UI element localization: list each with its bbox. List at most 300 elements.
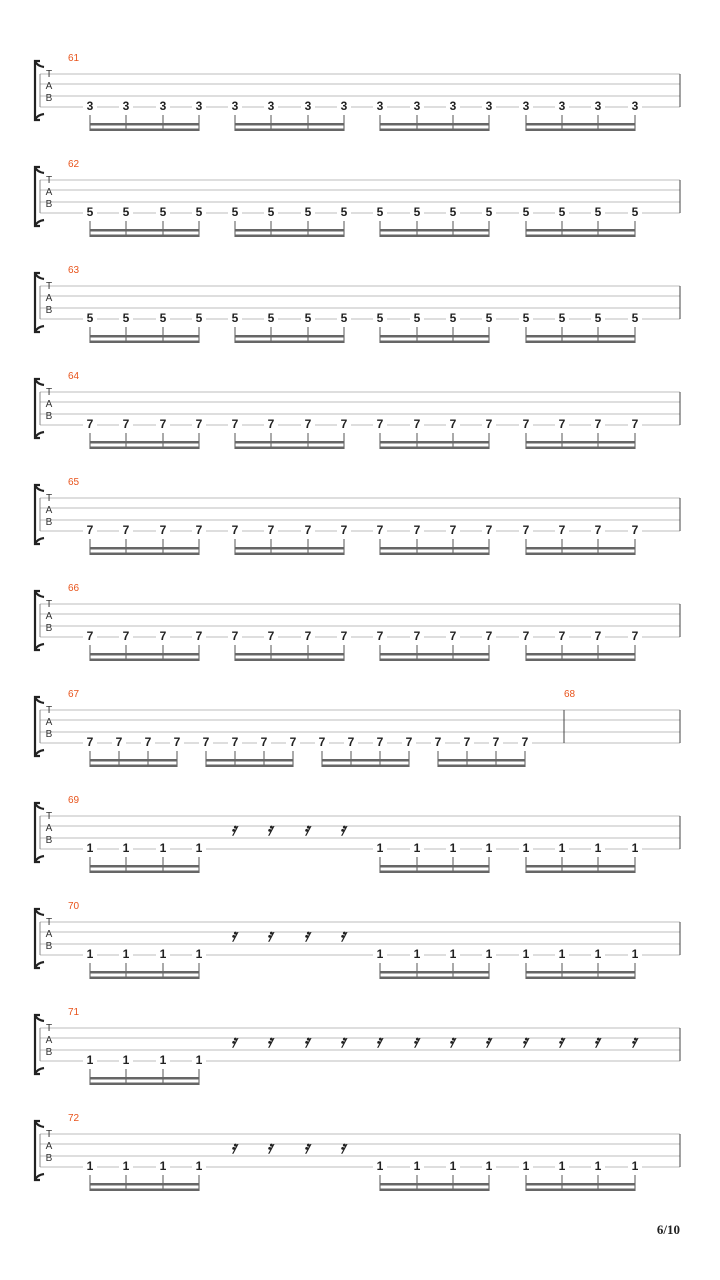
beam (380, 447, 489, 450)
beam (90, 977, 199, 980)
fret-number: 7 (519, 419, 533, 430)
tab-clef-letter: B (45, 517, 53, 528)
beam (235, 129, 344, 132)
fret-number: 1 (373, 843, 387, 854)
fret-number: 7 (192, 419, 206, 430)
sixteenth-rest-icon: 𝄿 (376, 1032, 382, 1052)
fret-number: 7 (264, 419, 278, 430)
beam (235, 341, 344, 344)
sixteenth-rest-icon: 𝄿 (304, 820, 310, 840)
fret-number: 7 (156, 631, 170, 642)
fret-number: 3 (373, 101, 387, 112)
fret-number: 1 (192, 1055, 206, 1066)
sixteenth-rest-icon: 𝄿 (267, 820, 273, 840)
staff-graphics (0, 270, 720, 376)
tab-clef-letter: A (45, 611, 53, 622)
tab-clef-letter: T (45, 1023, 53, 1034)
fret-number: 5 (628, 313, 642, 324)
sixteenth-rest-icon: 𝄿 (267, 1032, 273, 1052)
fret-number: 7 (141, 737, 155, 748)
fret-number: 7 (119, 631, 133, 642)
fret-number: 5 (591, 207, 605, 218)
beam (526, 971, 635, 974)
fret-number: 7 (628, 419, 642, 430)
sixteenth-rest-icon: 𝄿 (231, 1032, 237, 1052)
fret-number: 1 (192, 949, 206, 960)
beam (90, 659, 199, 662)
fret-number: 3 (337, 101, 351, 112)
tab-clef-letter: T (45, 69, 53, 80)
sixteenth-rest-icon: 𝄿 (231, 926, 237, 946)
fret-number: 7 (228, 737, 242, 748)
fret-number: 1 (119, 1055, 133, 1066)
fret-number: 1 (119, 843, 133, 854)
fret-number: 7 (628, 525, 642, 536)
beam (90, 653, 199, 656)
tab-clef-letter: A (45, 187, 53, 198)
tab-system (0, 689, 720, 800)
tab-clef-letter: B (45, 199, 53, 210)
fret-number: 3 (555, 101, 569, 112)
beam (90, 759, 177, 762)
sixteenth-rest-icon: 𝄿 (304, 926, 310, 946)
fret-number: 7 (264, 631, 278, 642)
fret-number: 1 (156, 1055, 170, 1066)
beam (380, 341, 489, 344)
beam (380, 123, 489, 126)
fret-number: 5 (156, 313, 170, 324)
beam (380, 659, 489, 662)
fret-number: 1 (519, 1161, 533, 1172)
tab-system (0, 265, 720, 376)
beam (526, 977, 635, 980)
beam (380, 971, 489, 974)
fret-number: 7 (555, 525, 569, 536)
tab-clef-letter: B (45, 1153, 53, 1164)
fret-number: 7 (301, 419, 315, 430)
fret-number: 7 (518, 737, 532, 748)
bar-number: 62 (68, 159, 80, 170)
fret-number: 7 (170, 737, 184, 748)
beam (206, 765, 293, 768)
tab-system (0, 1113, 720, 1224)
fret-number: 1 (519, 843, 533, 854)
fret-number: 1 (628, 949, 642, 960)
fret-number: 5 (337, 207, 351, 218)
fret-number: 7 (591, 525, 605, 536)
tab-clef-letter: T (45, 917, 53, 928)
sixteenth-rest-icon: 𝄿 (231, 1138, 237, 1158)
fret-number: 5 (192, 207, 206, 218)
beam (380, 441, 489, 444)
fret-number: 7 (83, 419, 97, 430)
beam (235, 335, 344, 338)
fret-number: 1 (83, 949, 97, 960)
fret-number: 7 (410, 525, 424, 536)
fret-number: 7 (156, 525, 170, 536)
staff-graphics (0, 376, 720, 482)
beam (380, 977, 489, 980)
fret-number: 1 (83, 1161, 97, 1172)
beam (235, 123, 344, 126)
fret-number: 1 (410, 949, 424, 960)
beam (380, 1183, 489, 1186)
fret-number: 5 (83, 207, 97, 218)
fret-number: 5 (446, 313, 460, 324)
beam (90, 1183, 199, 1186)
fret-number: 5 (228, 313, 242, 324)
sixteenth-rest-icon: 𝄿 (340, 820, 346, 840)
beam (90, 871, 199, 874)
sixteenth-rest-icon: 𝄿 (304, 1138, 310, 1158)
beam (438, 765, 525, 768)
fret-number: 1 (83, 843, 97, 854)
fret-number: 7 (446, 419, 460, 430)
beam (235, 653, 344, 656)
bar-number: 61 (68, 53, 80, 64)
sixteenth-rest-icon: 𝄿 (340, 926, 346, 946)
sixteenth-rest-icon: 𝄿 (340, 1138, 346, 1158)
bar-number: 70 (68, 901, 80, 912)
beam (526, 653, 635, 656)
bar-number: 66 (68, 583, 80, 594)
beam (526, 335, 635, 338)
fret-number: 3 (228, 101, 242, 112)
fret-number: 5 (519, 313, 533, 324)
bar-number: 67 (68, 689, 80, 700)
beam (526, 229, 635, 232)
beam (526, 447, 635, 450)
fret-number: 7 (446, 631, 460, 642)
fret-number: 3 (410, 101, 424, 112)
fret-number: 7 (112, 737, 126, 748)
beam (90, 971, 199, 974)
fret-number: 7 (228, 525, 242, 536)
beam (380, 229, 489, 232)
fret-number: 3 (628, 101, 642, 112)
staff-graphics (0, 164, 720, 270)
fret-number: 5 (156, 207, 170, 218)
beam (526, 1189, 635, 1192)
fret-number: 7 (373, 419, 387, 430)
sixteenth-rest-icon: 𝄿 (267, 1138, 273, 1158)
fret-number: 1 (119, 1161, 133, 1172)
fret-number: 1 (555, 843, 569, 854)
fret-number: 7 (83, 737, 97, 748)
fret-number: 5 (519, 207, 533, 218)
tab-clef-letter: T (45, 493, 53, 504)
fret-number: 7 (446, 525, 460, 536)
beam (235, 553, 344, 556)
beam (526, 1183, 635, 1186)
bar-number: 64 (68, 371, 80, 382)
beam (380, 553, 489, 556)
fret-number: 7 (402, 737, 416, 748)
fret-number: 5 (373, 313, 387, 324)
fret-number: 3 (301, 101, 315, 112)
fret-number: 7 (119, 419, 133, 430)
fret-number: 1 (446, 949, 460, 960)
sixteenth-rest-icon: 𝄿 (485, 1032, 491, 1052)
beam (90, 553, 199, 556)
fret-number: 7 (410, 631, 424, 642)
fret-number: 1 (83, 1055, 97, 1066)
fret-number: 7 (591, 631, 605, 642)
tab-clef-letter: B (45, 729, 53, 740)
fret-number: 5 (301, 207, 315, 218)
fret-number: 5 (119, 313, 133, 324)
fret-number: 1 (628, 1161, 642, 1172)
fret-number: 7 (83, 525, 97, 536)
tab-clef-letter: T (45, 175, 53, 186)
fret-number: 1 (482, 949, 496, 960)
beam (90, 447, 199, 450)
beam (90, 1077, 199, 1080)
tab-clef-letter: B (45, 623, 53, 634)
fret-number: 7 (344, 737, 358, 748)
tab-system (0, 795, 720, 906)
tab-clef-letter: A (45, 81, 53, 92)
bar-number: 68 (564, 689, 576, 700)
fret-number: 5 (119, 207, 133, 218)
sixteenth-rest-icon: 𝄿 (267, 926, 273, 946)
staff-graphics (0, 1118, 720, 1224)
tab-clef-letter: B (45, 941, 53, 952)
staff-graphics (0, 694, 720, 800)
staff-graphics (0, 906, 720, 1012)
tab-system (0, 53, 720, 164)
beam (90, 547, 199, 550)
beam (235, 235, 344, 238)
beam (235, 447, 344, 450)
tab-clef-letter: A (45, 823, 53, 834)
tab-clef-letter: B (45, 411, 53, 422)
sixteenth-rest-icon: 𝄿 (413, 1032, 419, 1052)
beam (90, 129, 199, 132)
fret-number: 7 (301, 525, 315, 536)
fret-number: 1 (410, 1161, 424, 1172)
fret-number: 1 (156, 1161, 170, 1172)
tab-clef-letter: T (45, 1129, 53, 1140)
tab-clef-letter: T (45, 387, 53, 398)
fret-number: 7 (337, 419, 351, 430)
sixteenth-rest-icon: 𝄿 (231, 820, 237, 840)
tab-clef-letter: A (45, 929, 53, 940)
fret-number: 5 (228, 207, 242, 218)
fret-number: 7 (264, 525, 278, 536)
tab-clef-letter: B (45, 305, 53, 316)
sixteenth-rest-icon: 𝄿 (449, 1032, 455, 1052)
beam (90, 1189, 199, 1192)
beam (526, 341, 635, 344)
beam (235, 441, 344, 444)
fret-number: 7 (301, 631, 315, 642)
tab-system (0, 901, 720, 1012)
fret-number: 5 (264, 207, 278, 218)
fret-number: 7 (156, 419, 170, 430)
fret-number: 5 (410, 313, 424, 324)
fret-number: 7 (482, 525, 496, 536)
fret-number: 7 (431, 737, 445, 748)
fret-number: 7 (373, 631, 387, 642)
beam (438, 759, 525, 762)
bar-number: 63 (68, 265, 80, 276)
fret-number: 5 (337, 313, 351, 324)
beam (380, 235, 489, 238)
beam (322, 759, 409, 762)
beam (380, 865, 489, 868)
fret-number: 7 (373, 525, 387, 536)
staff-graphics (0, 482, 720, 588)
fret-number: 7 (519, 631, 533, 642)
beam (90, 229, 199, 232)
fret-number: 5 (446, 207, 460, 218)
beam (526, 441, 635, 444)
beam (90, 123, 199, 126)
beam (90, 341, 199, 344)
fret-number: 7 (373, 737, 387, 748)
fret-number: 7 (410, 419, 424, 430)
fret-number: 7 (460, 737, 474, 748)
fret-number: 1 (410, 843, 424, 854)
bar-number: 69 (68, 795, 80, 806)
fret-number: 5 (83, 313, 97, 324)
sixteenth-rest-icon: 𝄿 (558, 1032, 564, 1052)
fret-number: 7 (286, 737, 300, 748)
staff-graphics (0, 800, 720, 906)
fret-number: 1 (591, 843, 605, 854)
fret-number: 3 (482, 101, 496, 112)
fret-number: 3 (591, 101, 605, 112)
staff-graphics (0, 58, 720, 164)
fret-number: 3 (156, 101, 170, 112)
fret-number: 3 (192, 101, 206, 112)
tab-system (0, 159, 720, 270)
fret-number: 1 (555, 949, 569, 960)
fret-number: 5 (301, 313, 315, 324)
fret-number: 1 (519, 949, 533, 960)
tab-clef-letter: T (45, 599, 53, 610)
sixteenth-rest-icon: 𝄿 (522, 1032, 528, 1052)
fret-number: 7 (489, 737, 503, 748)
beam (206, 759, 293, 762)
beam (380, 653, 489, 656)
fret-number: 3 (83, 101, 97, 112)
beam (526, 553, 635, 556)
tab-clef-letter: A (45, 293, 53, 304)
fret-number: 7 (519, 525, 533, 536)
beam (380, 1189, 489, 1192)
bar-number: 71 (68, 1007, 80, 1018)
tab-clef-letter: B (45, 1047, 53, 1058)
page-number: 6/10 (656, 1222, 680, 1237)
fret-number: 1 (591, 1161, 605, 1172)
fret-number: 7 (555, 631, 569, 642)
beam (90, 765, 177, 768)
fret-number: 7 (228, 631, 242, 642)
fret-number: 7 (482, 631, 496, 642)
beam (235, 659, 344, 662)
fret-number: 7 (337, 631, 351, 642)
tab-system (0, 1007, 720, 1118)
sixteenth-rest-icon: 𝄿 (304, 1032, 310, 1052)
tab-clef-letter: A (45, 717, 53, 728)
beam (90, 441, 199, 444)
fret-number: 1 (373, 949, 387, 960)
fret-number: 3 (264, 101, 278, 112)
sixteenth-rest-icon: 𝄿 (340, 1032, 346, 1052)
beam (526, 547, 635, 550)
sixteenth-rest-icon: 𝄿 (631, 1032, 637, 1052)
fret-number: 5 (482, 207, 496, 218)
fret-number: 7 (555, 419, 569, 430)
beam (526, 129, 635, 132)
fret-number: 7 (591, 419, 605, 430)
fret-number: 1 (482, 1161, 496, 1172)
tab-clef-letter: A (45, 505, 53, 516)
fret-number: 1 (373, 1161, 387, 1172)
tab-system (0, 477, 720, 588)
fret-number: 1 (628, 843, 642, 854)
fret-number: 1 (192, 1161, 206, 1172)
fret-number: 1 (156, 949, 170, 960)
fret-number: 7 (192, 525, 206, 536)
beam (380, 871, 489, 874)
fret-number: 5 (373, 207, 387, 218)
beam (90, 865, 199, 868)
tab-clef-letter: T (45, 705, 53, 716)
fret-number: 7 (257, 737, 271, 748)
fret-number: 1 (555, 1161, 569, 1172)
fret-number: 5 (555, 207, 569, 218)
fret-number: 7 (192, 631, 206, 642)
fret-number: 7 (119, 525, 133, 536)
staff-graphics (0, 588, 720, 694)
tab-clef-letter: A (45, 1035, 53, 1046)
fret-number: 5 (264, 313, 278, 324)
beam (90, 1083, 199, 1086)
beam (526, 235, 635, 238)
beam (322, 765, 409, 768)
beam (526, 123, 635, 126)
fret-number: 3 (519, 101, 533, 112)
sixteenth-rest-icon: 𝄿 (594, 1032, 600, 1052)
fret-number: 7 (83, 631, 97, 642)
fret-number: 5 (591, 313, 605, 324)
beam (90, 235, 199, 238)
fret-number: 5 (192, 313, 206, 324)
tab-clef-letter: T (45, 811, 53, 822)
beam (380, 547, 489, 550)
beam (526, 659, 635, 662)
fret-number: 1 (446, 1161, 460, 1172)
fret-number: 1 (192, 843, 206, 854)
fret-number: 1 (591, 949, 605, 960)
fret-number: 3 (119, 101, 133, 112)
fret-number: 5 (482, 313, 496, 324)
staff-graphics (0, 1012, 720, 1118)
tab-clef-letter: T (45, 281, 53, 292)
tab-clef-letter: B (45, 93, 53, 104)
fret-number: 5 (555, 313, 569, 324)
tab-system (0, 371, 720, 482)
fret-number: 1 (446, 843, 460, 854)
fret-number: 7 (628, 631, 642, 642)
fret-number: 7 (315, 737, 329, 748)
fret-number: 1 (156, 843, 170, 854)
fret-number: 7 (199, 737, 213, 748)
fret-number: 5 (410, 207, 424, 218)
